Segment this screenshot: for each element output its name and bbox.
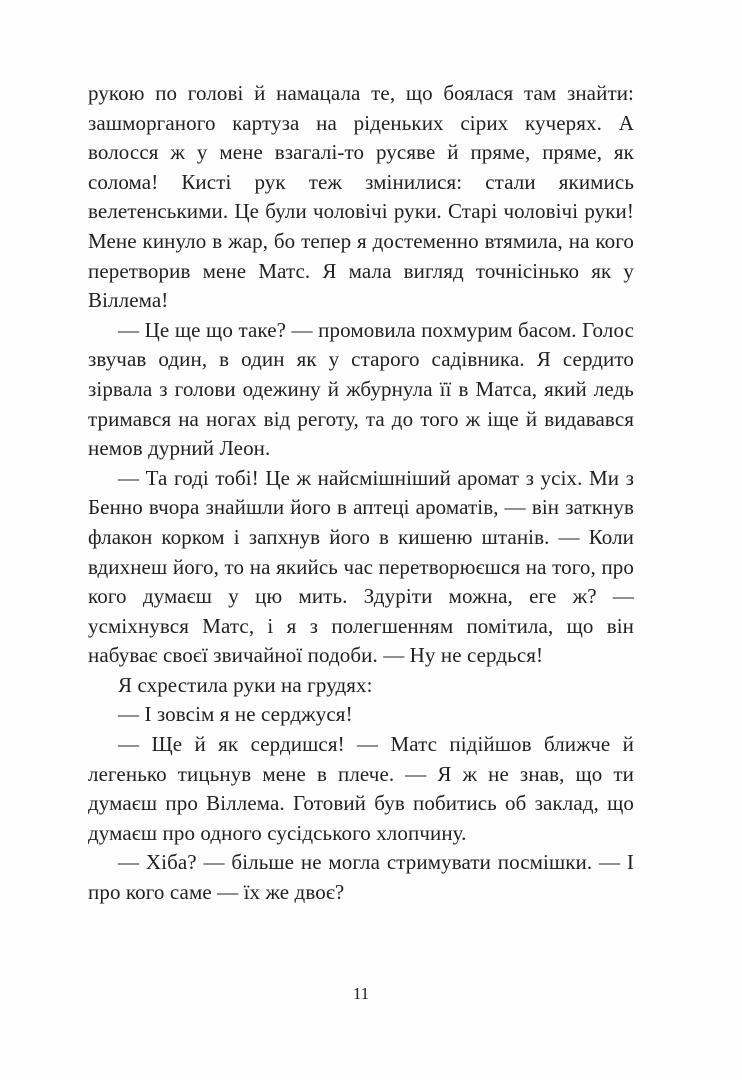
body-text [88, 79, 634, 908]
body-paragraph-4: Я схрестила руки на грудях: [118, 672, 373, 697]
body-paragraph-3: — Та годі тобі! Це ж найсмішніший аромат з усіх. Ми з Бенно вчора знайшли його в аптеці ароматів, — він заткнув флакон корком і запхнув його в кишеню штанів. — Коли вдихнеш його, то на якийсь час перетворюєшся на того, про кого думаєш у цю мить. Здуріти можна, еге ж? — усміхнувся Матс, і я з полегшенням помітила, що він набуває своєї звичайної подоби. — Ну не сердься! [88, 465, 634, 668]
page-number: 11 [352, 984, 370, 1003]
body-paragraph-1: рукою по голові й намацала те, що боялася там знайти: зашморганого картуза на ріденьких сірих кучерях. А волосся ж у мене взагалі-то русяве й пряме, пряме, як солома! Кисті рук теж змінилися: стали якимись велетенськими. Це були чоловічі руки. Старі чоловічі руки! Мене кинуло в жар, бо тепер я достеменно втямила, на кого перетворив мене Матс. Я мала вигляд точнісінько як у Віллема! [88, 81, 634, 313]
body-paragraph-6: — Ще й як сердишся! — Матс підійшов ближче й легенько тицьнув мене в плече. — Я ж не знав, що ти думаєш про Віллема. Готовий був побитись об заклад, що думаєш про одного сусідського хлопчину. [88, 732, 634, 845]
body-paragraph-2: — Це ще що таке? — промовила похмурим басом. Голос звучав один, в один як у старого садівника. Я сердито зірвала з голови одежину й жбурнула її в Матса, який ледь тримався на ногах від реготу, та до того ж іще й видавався немов дурний Леон. [88, 317, 634, 461]
body-paragraph-7: — Хіба? — більше не могла стримувати посмішки. — І про кого саме — їх же двоє? [88, 850, 634, 905]
body-paragraph-5: — І зовсім я не серджуся! [118, 702, 353, 727]
